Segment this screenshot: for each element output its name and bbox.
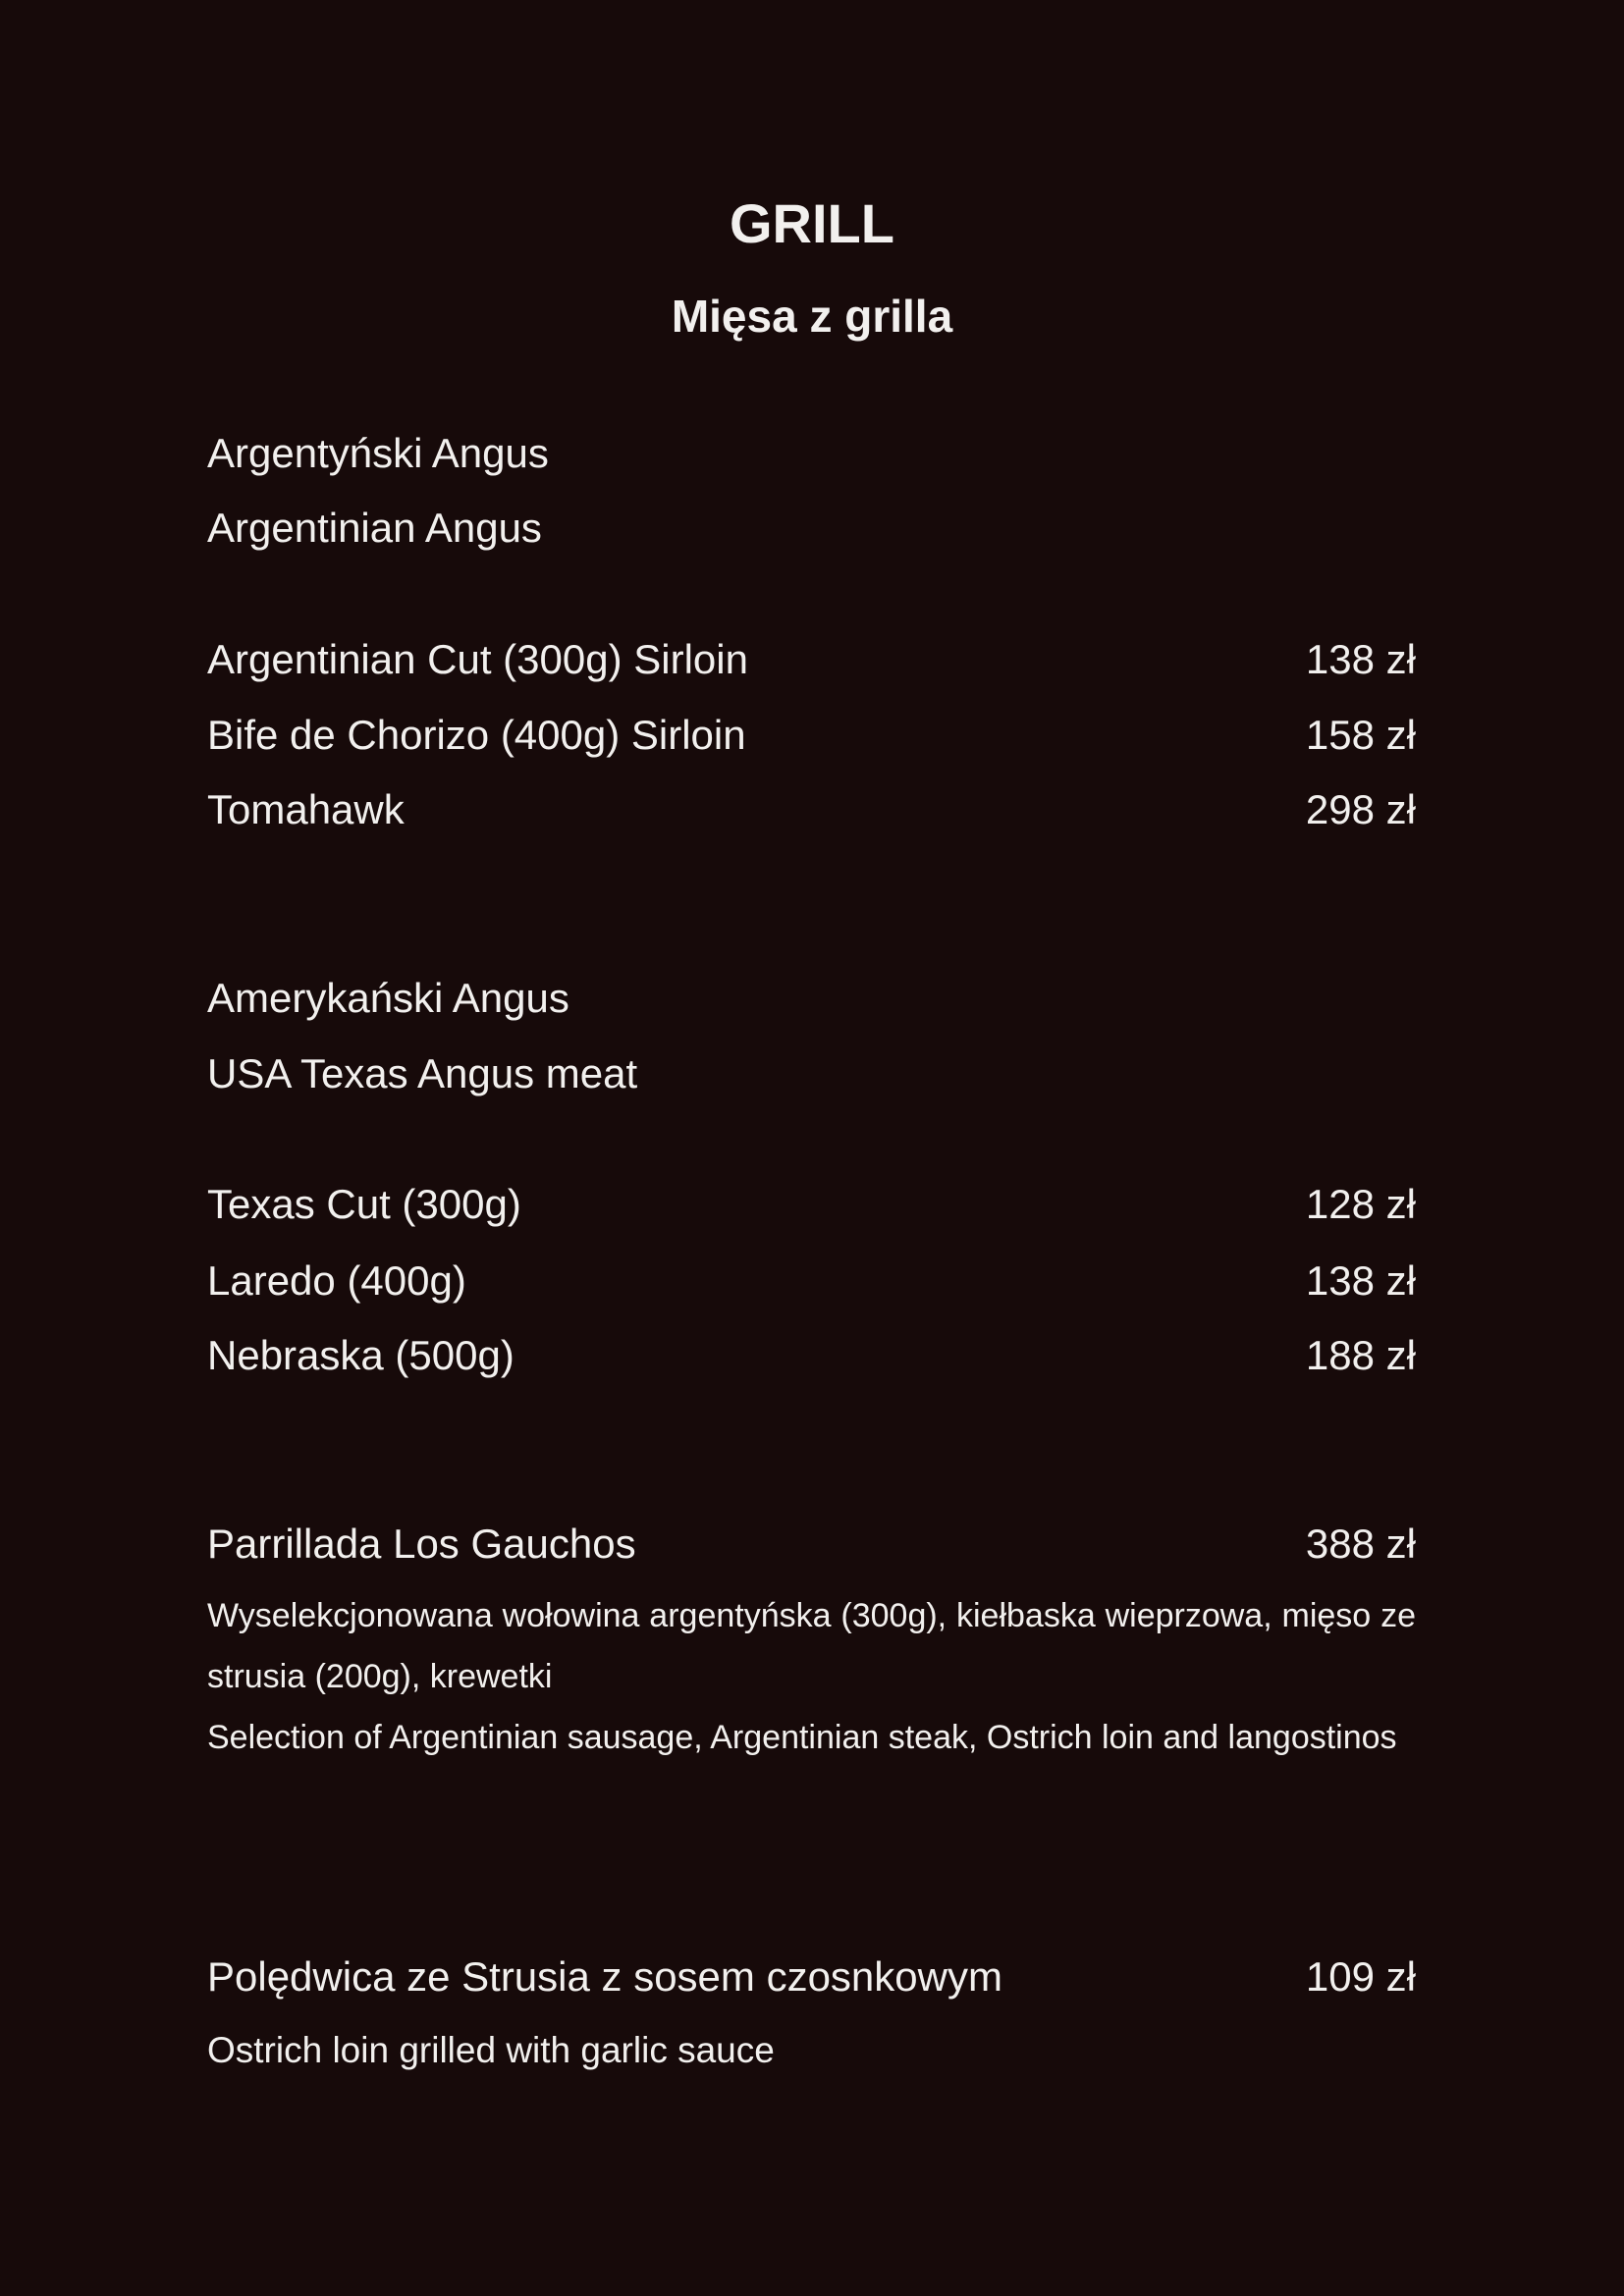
special-description-en: Ostrich loin grilled with garlic sauce <box>207 2030 775 2070</box>
item-name: Texas Cut (300g) <box>207 1181 521 1227</box>
item-name: Argentinian Cut (300g) Sirloin <box>207 636 748 682</box>
item-name: Nebraska (500g) <box>207 1332 514 1378</box>
item-price: 138 zł <box>1305 636 1416 682</box>
section-title-en: Argentinian Angus <box>207 505 542 551</box>
item-name: Bife de Chorizo (400g) Sirloin <box>207 712 746 758</box>
item-price: 298 zł <box>1305 786 1416 832</box>
section-title-pl: Argentyński Angus <box>207 430 549 476</box>
special-price: 109 zł <box>1305 1953 1416 2000</box>
special-name: Polędwica ze Strusia z sosem czosnkowym <box>207 1953 1002 2000</box>
special-description-pl: Wyselekcjonowana wołowina argentyńska (300g), kiełbaska wieprzowa, mięso ze strusia (200g), krewetki <box>207 1597 1416 1695</box>
special-name: Parrillada Los Gauchos <box>207 1521 636 1567</box>
item-price: 188 zł <box>1305 1332 1416 1378</box>
item-price: 128 zł <box>1305 1181 1416 1227</box>
section-title-en: USA Texas Angus meat <box>207 1050 638 1096</box>
menu-subtitle: Mięsa z grilla <box>671 291 953 342</box>
item-price: 138 zł <box>1305 1257 1416 1304</box>
item-name: Tomahawk <box>207 786 405 832</box>
special-price: 388 zł <box>1305 1521 1416 1567</box>
item-name: Laredo (400g) <box>207 1257 466 1304</box>
menu-title: GRILL <box>730 192 894 254</box>
special-description-en: Selection of Argentinian sausage, Argentinian steak, Ostrich loin and langostinos <box>207 1719 1397 1756</box>
item-price: 158 zł <box>1305 712 1416 758</box>
section-title-pl: Amerykański Angus <box>207 975 569 1021</box>
